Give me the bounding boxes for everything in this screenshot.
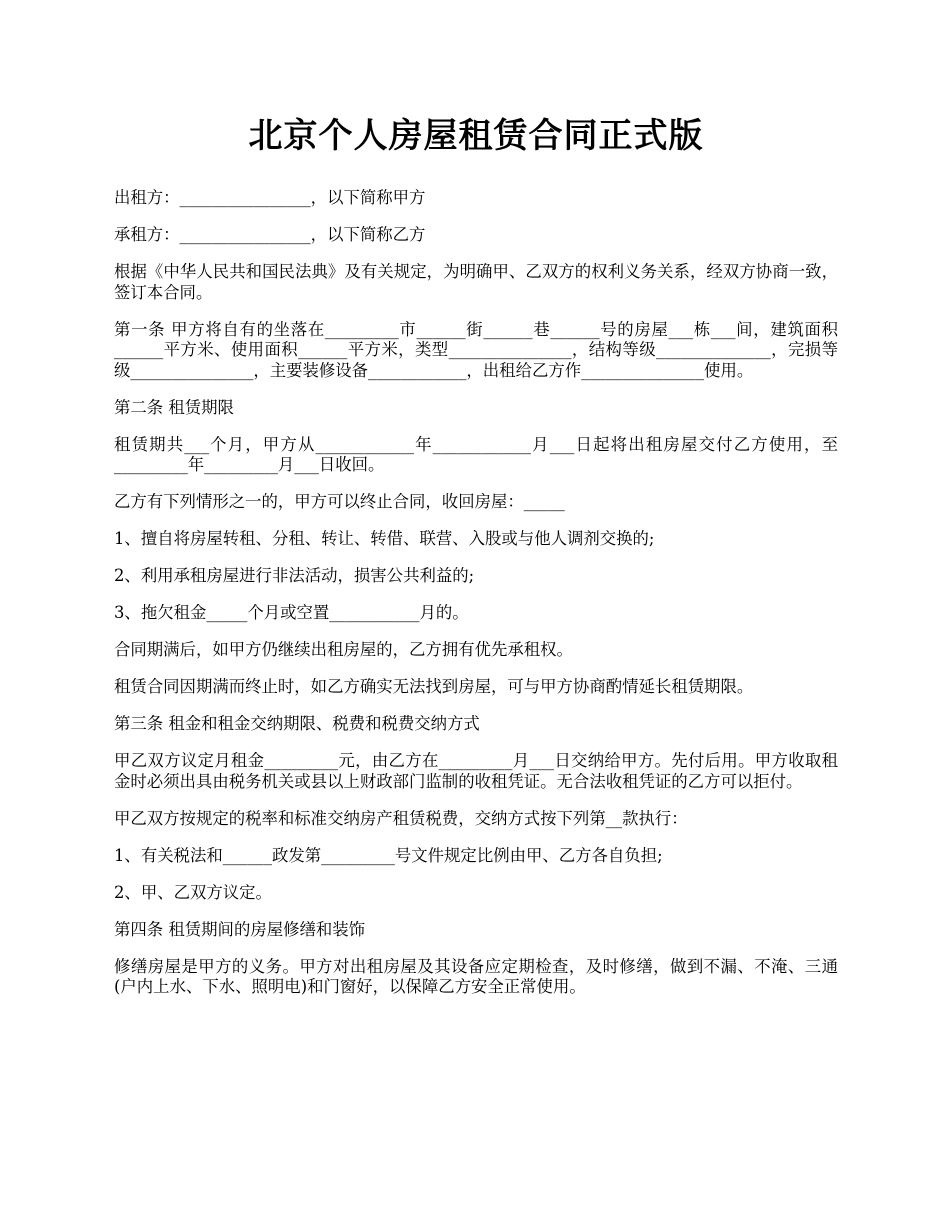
tax-payment-paragraph: 甲乙双方按规定的税率和标准交纳房产租赁税费，交纳方式按下列第__款执行： — [114, 808, 688, 828]
rent-payment-paragraph: 甲乙双方议定月租金_________元，由乙方在_________月___日交纳给甲方。先付后用。甲方收取租金时必须出具由税务机关或县以上财政部门监制的收租凭证。无合法收租凭证的乙方可以拒付。 — [114, 751, 838, 791]
document-title: 北京个人房屋租赁合同正式版 — [248, 116, 704, 156]
lease-term-paragraph: 租赁期共___个月，甲方从____________年____________月___日起将出租房屋交付乙方使用，至_________年_________月___日收回。 — [114, 434, 838, 474]
article-1-paragraph: 第一条 甲方将自有的坐落在_________市______街______巷______号的房屋___栋___间，建筑面积______平方米、使用面积______平方米，类型_______________，结构等级______________，完损等级_______________，主要装修设备____________，出租给乙方作_______________使用。 — [114, 319, 838, 380]
termination-item-2: 2、利用承租房屋进行非法活动，损害公共利益的; — [114, 566, 475, 585]
preamble-paragraph: 根据《中华人民共和国民法典》及有关规定，为明确甲、乙双方的权利义务关系，经双方协商一致，签订本合同。 — [114, 262, 838, 302]
lessee-line: 承租方：________________，以下简称乙方 — [114, 225, 426, 244]
lessor-line: 出租方：________________，以下简称甲方 — [114, 188, 426, 207]
article-4-heading: 第四条 租赁期间的房屋修缮和装饰 — [114, 919, 366, 939]
extension-paragraph: 租赁合同因期满而终止时，如乙方确实无法找到房屋，可与甲方协商酌情延长租赁期限。 — [114, 677, 754, 696]
article-3-heading: 第三条 租金和租金交纳期限、税费和税费交纳方式 — [114, 714, 480, 733]
repair-obligation-paragraph: 修缮房屋是甲方的义务。甲方对出租房屋及其设备应定期检查，及时修缮，做到不漏、不淹、三通(户内上水、下水、照明电)和门窗好，以保障乙方安全正常使用。 — [114, 956, 838, 996]
document-page — [114, 112, 838, 1014]
article-2-heading: 第二条 租赁期限 — [114, 397, 234, 417]
termination-conditions-intro: 乙方有下列情形之一的，甲方可以终止合同，收回房屋：_____ — [114, 492, 565, 511]
termination-item-1: 1、擅自将房屋转租、分租、转让、转借、联营、入股或与他人调剂交换的; — [114, 529, 655, 548]
termination-item-3: 3、拖欠租金_____个月或空置___________月的。 — [114, 603, 469, 622]
tax-item-2: 2、甲、乙双方议定。 — [114, 882, 272, 902]
tax-item-1: 1、有关税法和______政发第_________号文件规定比例由甲、乙方各自负担; — [114, 845, 663, 865]
renewal-priority-paragraph: 合同期满后，如甲方仍继续出租房屋的，乙方拥有优先承租权。 — [114, 640, 573, 659]
